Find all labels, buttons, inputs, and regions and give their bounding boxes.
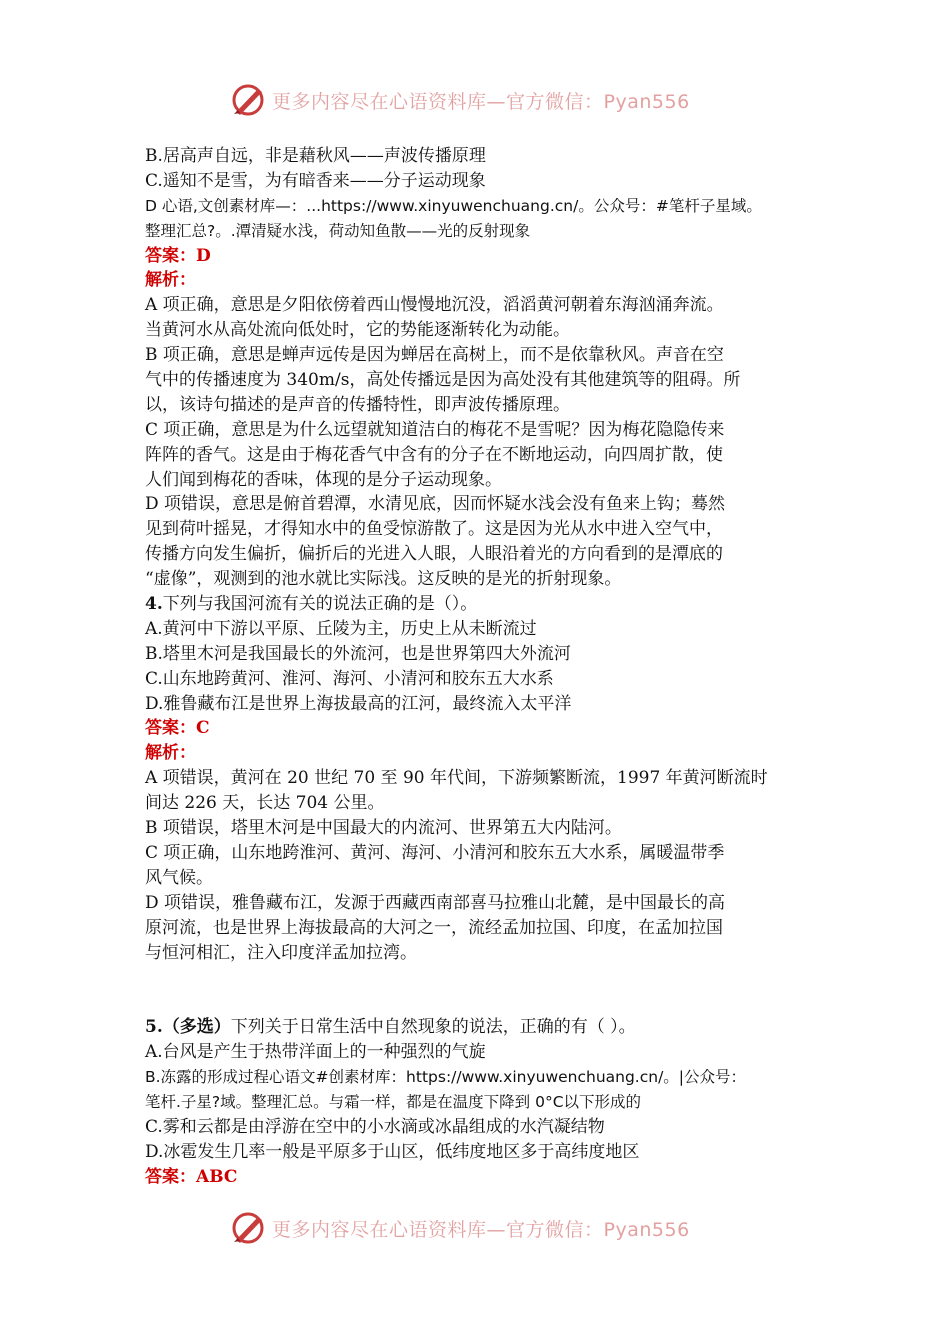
q3-analysis-line: B 项正确，意思是蝉声远传是因为蝉居在高树上，而不是依靠秋风。声音在空 [145,345,724,366]
q3-analysis-label: 解析： [145,270,196,291]
q3-option-b: B.居高声自远，非是藉秋风——声波传播原理 [145,146,486,166]
banner-text: 更多内容尽在心语资料库—官方微信：Pyan556 [272,1218,690,1241]
q4-analysis-label: 解析： [145,743,196,764]
q3-analysis-line: 当黄河水从高处流向低处时，它的势能逐渐转化为动能。 [145,320,570,341]
q3-analysis-line: 见到荷叶摇晃，才得知水中的鱼受惊游散了。这是因为光从水中进入空气中， [145,519,723,540]
q5-option-b-line1: B.冻露的形成过程心语文#创素材库：https://www.xinyuwenchuang.cn/。|公众号： [145,1068,747,1087]
q4-option-b: B.塔里木河是我国最长的外流河，也是世界第四大外流河 [145,643,571,664]
pen-logo-icon [228,80,268,120]
q3-analysis-line: C 项正确，意思是为什么远望就知道洁白的梅花不是雪呢？因为梅花隐隐传来 [145,419,725,440]
q5-number: 5.（多选） [145,1017,231,1038]
document-body [145,144,825,1190]
q3-option-d-line1: D 心语,文创素材库—：...https://www.xinyuwenchuang.cn/。公众号：#笔杆子星域。 [145,196,762,215]
q3-analysis-line: 阵阵的香气。这是由于梅花香气中含有的分子在不断地运动，向四周扩散，使 [145,444,723,465]
q4-stem-text: 下列与我国河流有关的说法正确的是（）。 [162,594,478,615]
q4-analysis-line: 原河流，也是世界上海拔最高的大河之一，流经孟加拉国、印度，在孟加拉国 [145,917,723,938]
q3-analysis-line: 人们闻到梅花的香味，体现的是分子运动现象。 [145,469,502,490]
q5-option-c: C.雾和云都是由浮游在空中的小水滴或冰晶组成的水汽凝结物 [145,1116,605,1137]
header-banner [228,78,690,122]
q4-number: 4. [145,594,163,615]
q5-option-d: D.冰雹发生几率一般是平原多于山区，低纬度地区多于高纬度地区 [145,1141,640,1162]
q4-analysis-line: 风气候。 [145,867,213,888]
q4-option-d: D.雅鲁藏布江是世界上海拔最高的江河，最终流入太平洋 [145,693,572,714]
q3-analysis-line: D 项错误，意思是俯首碧潭，水清见底，因而怀疑水浅会没有鱼来上钩；蓦然 [145,494,726,515]
q4-analysis-line: B 项错误，塔里木河是中国最大的内流河、世界第五大内陆河。 [145,818,622,839]
q4-stem [145,592,825,617]
q5-option-b-line2: 笔杆.子星?域。整理汇总。与霜一样，都是在温度下降到 0°C以下形成的 [145,1093,642,1112]
q3-option-d-line2: 整理汇总?。.潭清疑水浅，荷动知鱼散——光的反射现象 [145,221,531,240]
section-spacer [145,965,825,1015]
q4-option-a: A.黄河中下游以平原、丘陵为主，历史上从未断流过 [145,618,537,639]
q4-analysis-line: 与恒河相汇，注入印度洋孟加拉湾。 [145,942,417,963]
q3-analysis-line: 以，该诗句描述的是声音的传播特性，即声波传播原理。 [145,394,570,415]
q5-option-a: A.台风是产生于热带洋面上的一种强烈的气旋 [145,1042,486,1063]
q5-stem [145,1015,825,1040]
q3-analysis-line: 传播方向发生偏折，偏折后的光进入人眼，人眼沿着光的方向看到的是潭底的 [145,544,723,565]
q4-answer: 答案：C [145,718,210,739]
q4-analysis-line: 间达 226 天，长达 704 公里。 [145,793,385,814]
q3-analysis-line: “虚像”，观测到的池水就比实际浅。这反映的是光的折射现象。 [145,569,622,590]
q5-answer: 答案：ABC [145,1166,238,1187]
q4-analysis-line: D 项错误，雅鲁藏布江，发源于西藏西南部喜马拉雅山北麓，是中国最长的高 [145,892,726,913]
footer-banner [228,1206,690,1250]
q4-analysis-line: C 项正确，山东地跨淮河、黄河、海河、小清河和胶东五大水系，属暖温带季 [145,842,725,863]
q3-analysis-line: 气中的传播速度为 340m/s，高处传播远是因为高处没有其他建筑等的阻碍。所 [145,370,741,391]
pen-logo-icon [228,1208,268,1248]
q3-option-c: C.遥知不是雪，为有暗香来——分子运动现象 [145,170,486,191]
q4-option-c: C.山东地跨黄河、淮河、海河、小清河和胶东五大水系 [145,668,554,689]
q3-analysis-line: A 项正确，意思是夕阳依傍着西山慢慢地沉没，滔滔黄河朝着东海汹涌奔流。 [145,295,724,316]
q5-stem-text: 下列关于日常生活中自然现象的说法，正确的有（ ）。 [230,1017,636,1038]
banner-text: 更多内容尽在心语资料库—官方微信：Pyan556 [272,90,690,113]
q3-answer: 答案：D [145,245,211,266]
q4-analysis-line: A 项错误，黄河在 20 世纪 70 至 90 年代间，下游频繁断流，1997 年黄河断流时 [145,768,768,789]
